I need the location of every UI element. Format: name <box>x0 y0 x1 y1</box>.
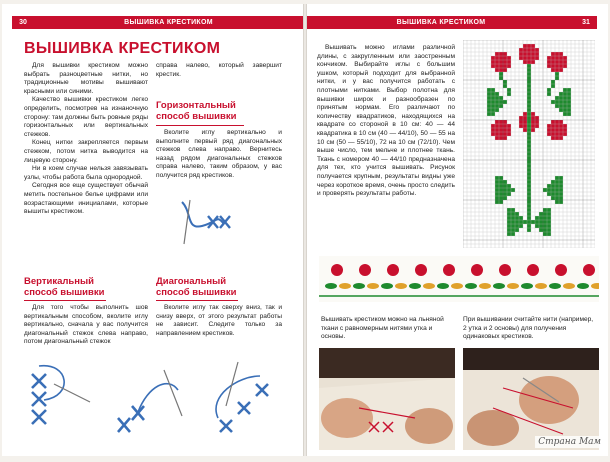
right-page <box>307 4 608 456</box>
page-number: 30 <box>19 19 27 26</box>
page-title: ВЫШИВКА КРЕСТИКОМ <box>24 40 221 57</box>
running-title: ВЫШИВКА КРЕСТИКОМ <box>124 19 213 26</box>
page-number: 31 <box>582 19 590 26</box>
paragraph: Для вышивки крестиком можно выбрать разноцветные нитки, но традиционные мотивы вышивают красными или синими. <box>24 62 148 95</box>
left-page <box>2 4 303 456</box>
vertical-method-text: Для того чтобы выполнить шов вертикальным способом, вколите иглу вертикально, сначала у вас получится диагональный стежок слева направо, потом диагональный стежок <box>24 304 148 346</box>
horizontal-method-text: Вколите иглу вертикально и выполните первый ряд диагональных стежков слева направо. Вернитесь назад рядом диагональных стежков справа налево, таким образом, у вас получится ряд крестиков. <box>156 129 282 179</box>
cross-stitch-pattern-chart <box>463 40 595 248</box>
divider <box>156 125 244 126</box>
cross-stitch-border-pattern <box>319 256 599 302</box>
paragraph: Конец нитки закрепляется первым стежком, потом нитка выводится на лицевую сторону. <box>24 139 148 164</box>
intro-text <box>24 62 148 217</box>
left-page-header <box>12 16 303 29</box>
horizontal-stitch-illustration <box>168 194 250 254</box>
paragraph: Сегодня все еще существует обычай метить постельное белье цифрами или возрастающими инициалами, которые вышиты крестиком. <box>24 182 148 216</box>
subheading-vertical: Вертикальный способ вышивки <box>24 276 105 298</box>
continued-text: справа налево, который завершит крестик. <box>156 62 282 78</box>
divider <box>24 300 106 301</box>
diagonal-stitch-illustration <box>198 356 288 444</box>
main-text: Вышивать можно иглами различной длины, с закругленным или заостренным кончиком. Выбирайте иглы с большим ушком, который подходит для выбранной нитки, и у вас получится работать с плотными нитками. Выбор полотна для вышивки широк и разнообразен по принятым нормам. Его различают по количеству квадратиков, находящихся на квадрате со стороной в 10 см: 40 — 44 квадратика в 10 см (40 — 44/10), 50 — 55 на 10 см (50 — 55/10), 72 на 10 см (72/10). Чем выше число, тем мельче и плотнее ткань. Ткань с номером 40 — 44/10 предназначена для тех, кто учится вышивать. Рисунок получается крупным, результаты видны уже через короткое время, очень просто следить и проверять результаты работы. <box>317 44 455 198</box>
diagonal-method-text: Вколите иглу так сверху вниз, так и снизу вверх, от этого результат работы не зависит. Следите только за направлением крестиков. <box>156 304 282 337</box>
vertical-stitch-illustration-1 <box>14 356 98 444</box>
photo-counting-threads <box>463 348 599 450</box>
watermark: Страна Мам <box>535 436 604 448</box>
paragraph: Ни в коем случае нельзя завязывать узлы, чтобы работа была однородной. <box>24 165 148 181</box>
right-page-header <box>307 16 597 29</box>
running-title: ВЫШИВКА КРЕСТИКОМ <box>396 19 486 26</box>
subheading-diagonal: Диагональный способ вышивки <box>156 276 237 298</box>
photo-caption-right: При вышивании считайте нити (например, 2 утка и 2 основы) для получения одинаковых крестиков. <box>463 316 594 341</box>
paragraph: Качество вышивки крестиком легко определить, посмотрев на изнаночную сторону: там должны быть ровные ряды горизонтальных или вертикальных стежков. <box>24 96 148 138</box>
vertical-stitch-illustration-2 <box>108 356 192 444</box>
photo-caption-left: Вышивать крестиком можно на льняной ткани с равномерным нитями утка и основы. <box>321 316 444 341</box>
divider <box>156 300 238 301</box>
photo-linen-stitching <box>319 348 455 450</box>
subheading-horizontal: Горизонтальный способ вышивки <box>156 100 237 122</box>
